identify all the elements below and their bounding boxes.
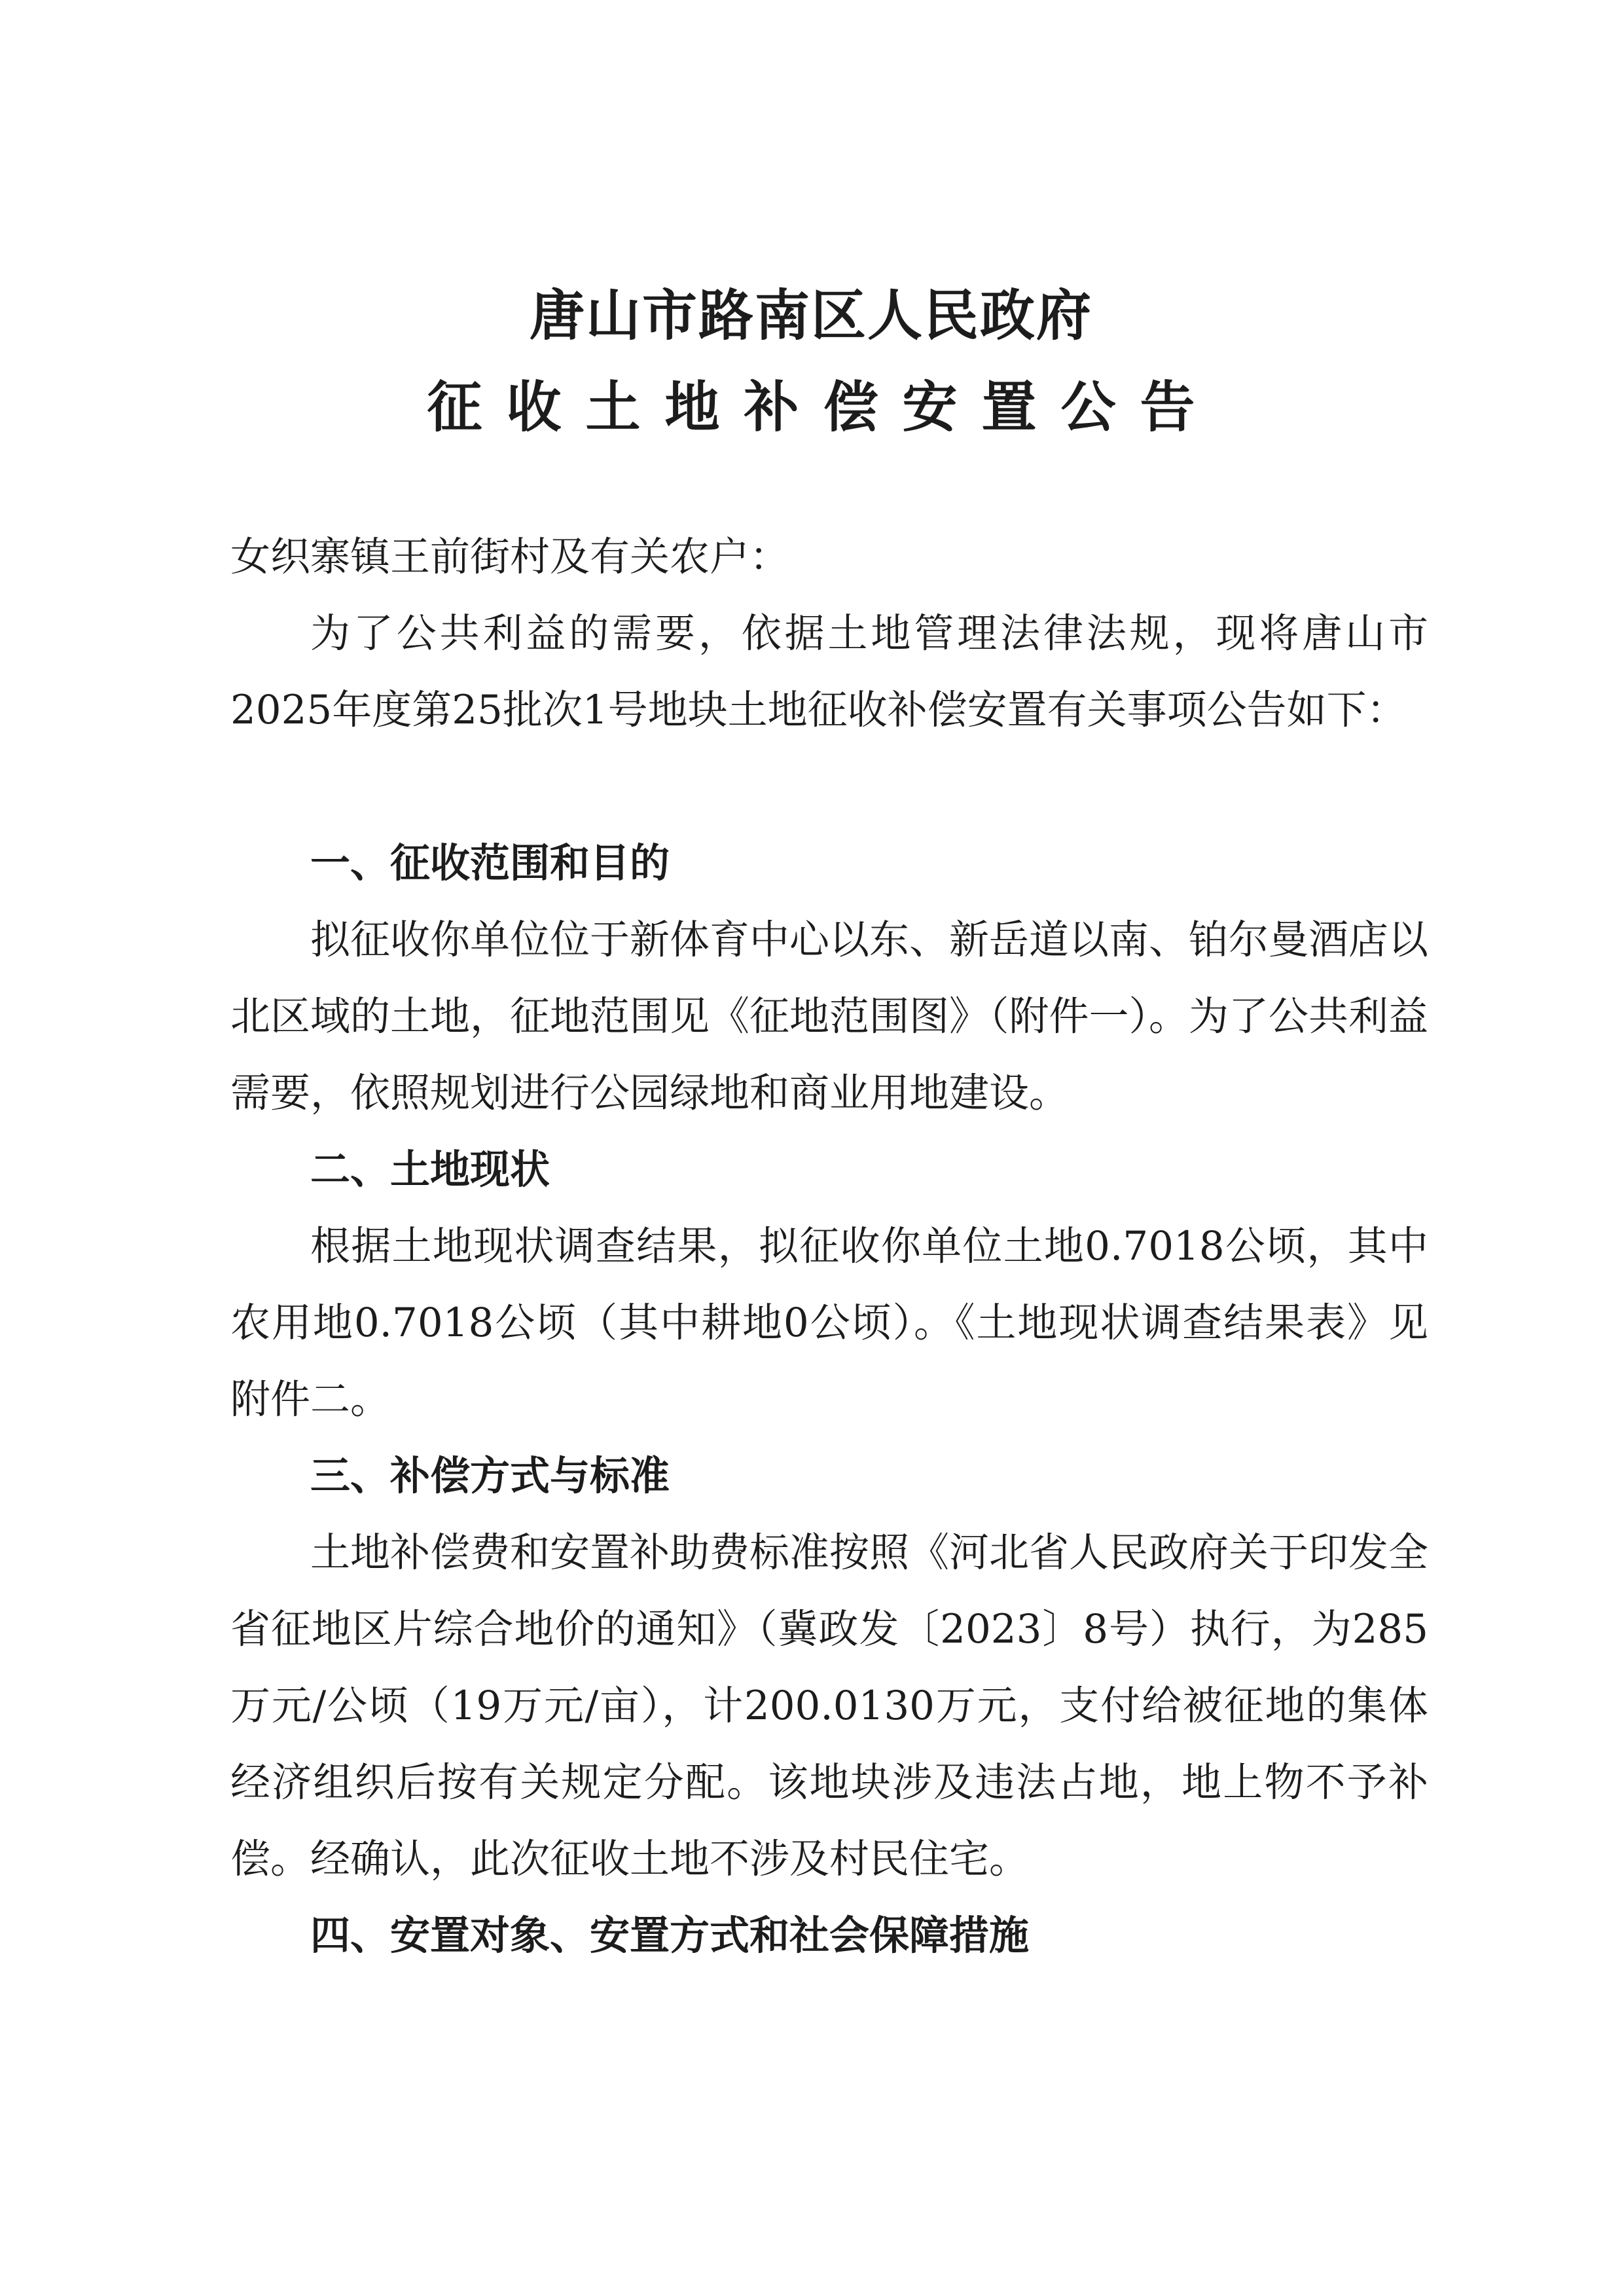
section-heading-1: 一、征收范围和目的 — [310, 840, 670, 886]
section-body-2: 根据土地现状调查结果，拟征收你单位土地0.7018公顷，其中农用地0.7018公顷（其中耕地0公顷）。《土地现状调查结果表》见附件二。 — [230, 1223, 1428, 1423]
addressee: 女织寨镇王前街村及有关农户： — [230, 534, 790, 580]
document-title-line-2: 征收土地补偿安置公告 — [427, 375, 1219, 439]
section-heading-3: 三、补偿方式与标准 — [310, 1453, 670, 1499]
document-title-line-1: 唐山市路南区人民政府 — [529, 283, 1092, 348]
section-heading-2: 二、土地现状 — [310, 1146, 550, 1193]
section-body-1: 拟征收你单位位于新体育中心以东、新岳道以南、铂尔曼酒店以北区域的土地，征地范围见《征地范围图》（附件一）。为了公共利益需要，依照规划进行公园绿地和商业用地建设。 — [230, 917, 1429, 1116]
intro-paragraph: 为了公共利益的需要，依据土地管理法律法规，现将唐山市2025年度第25批次1号地块土地征收补偿安置有关事项公告如下： — [230, 610, 1428, 733]
section-heading-4: 四、安置对象、安置方式和社会保障措施 — [310, 1912, 1030, 1959]
section-body-3: 土地补偿费和安置补助费标准按照《河北省人民政府关于印发全省征地区片综合地价的通知》（冀政发〔2023〕8号）执行，为285万元/公顷（19万元/亩），计200.0130万元，支付给被征地的集体经济组织后按有关规定分配。该地块涉及违法占地，地上物不予补偿。经确认，此次征收土地不涉及村民住宅。 — [230, 1529, 1429, 1882]
